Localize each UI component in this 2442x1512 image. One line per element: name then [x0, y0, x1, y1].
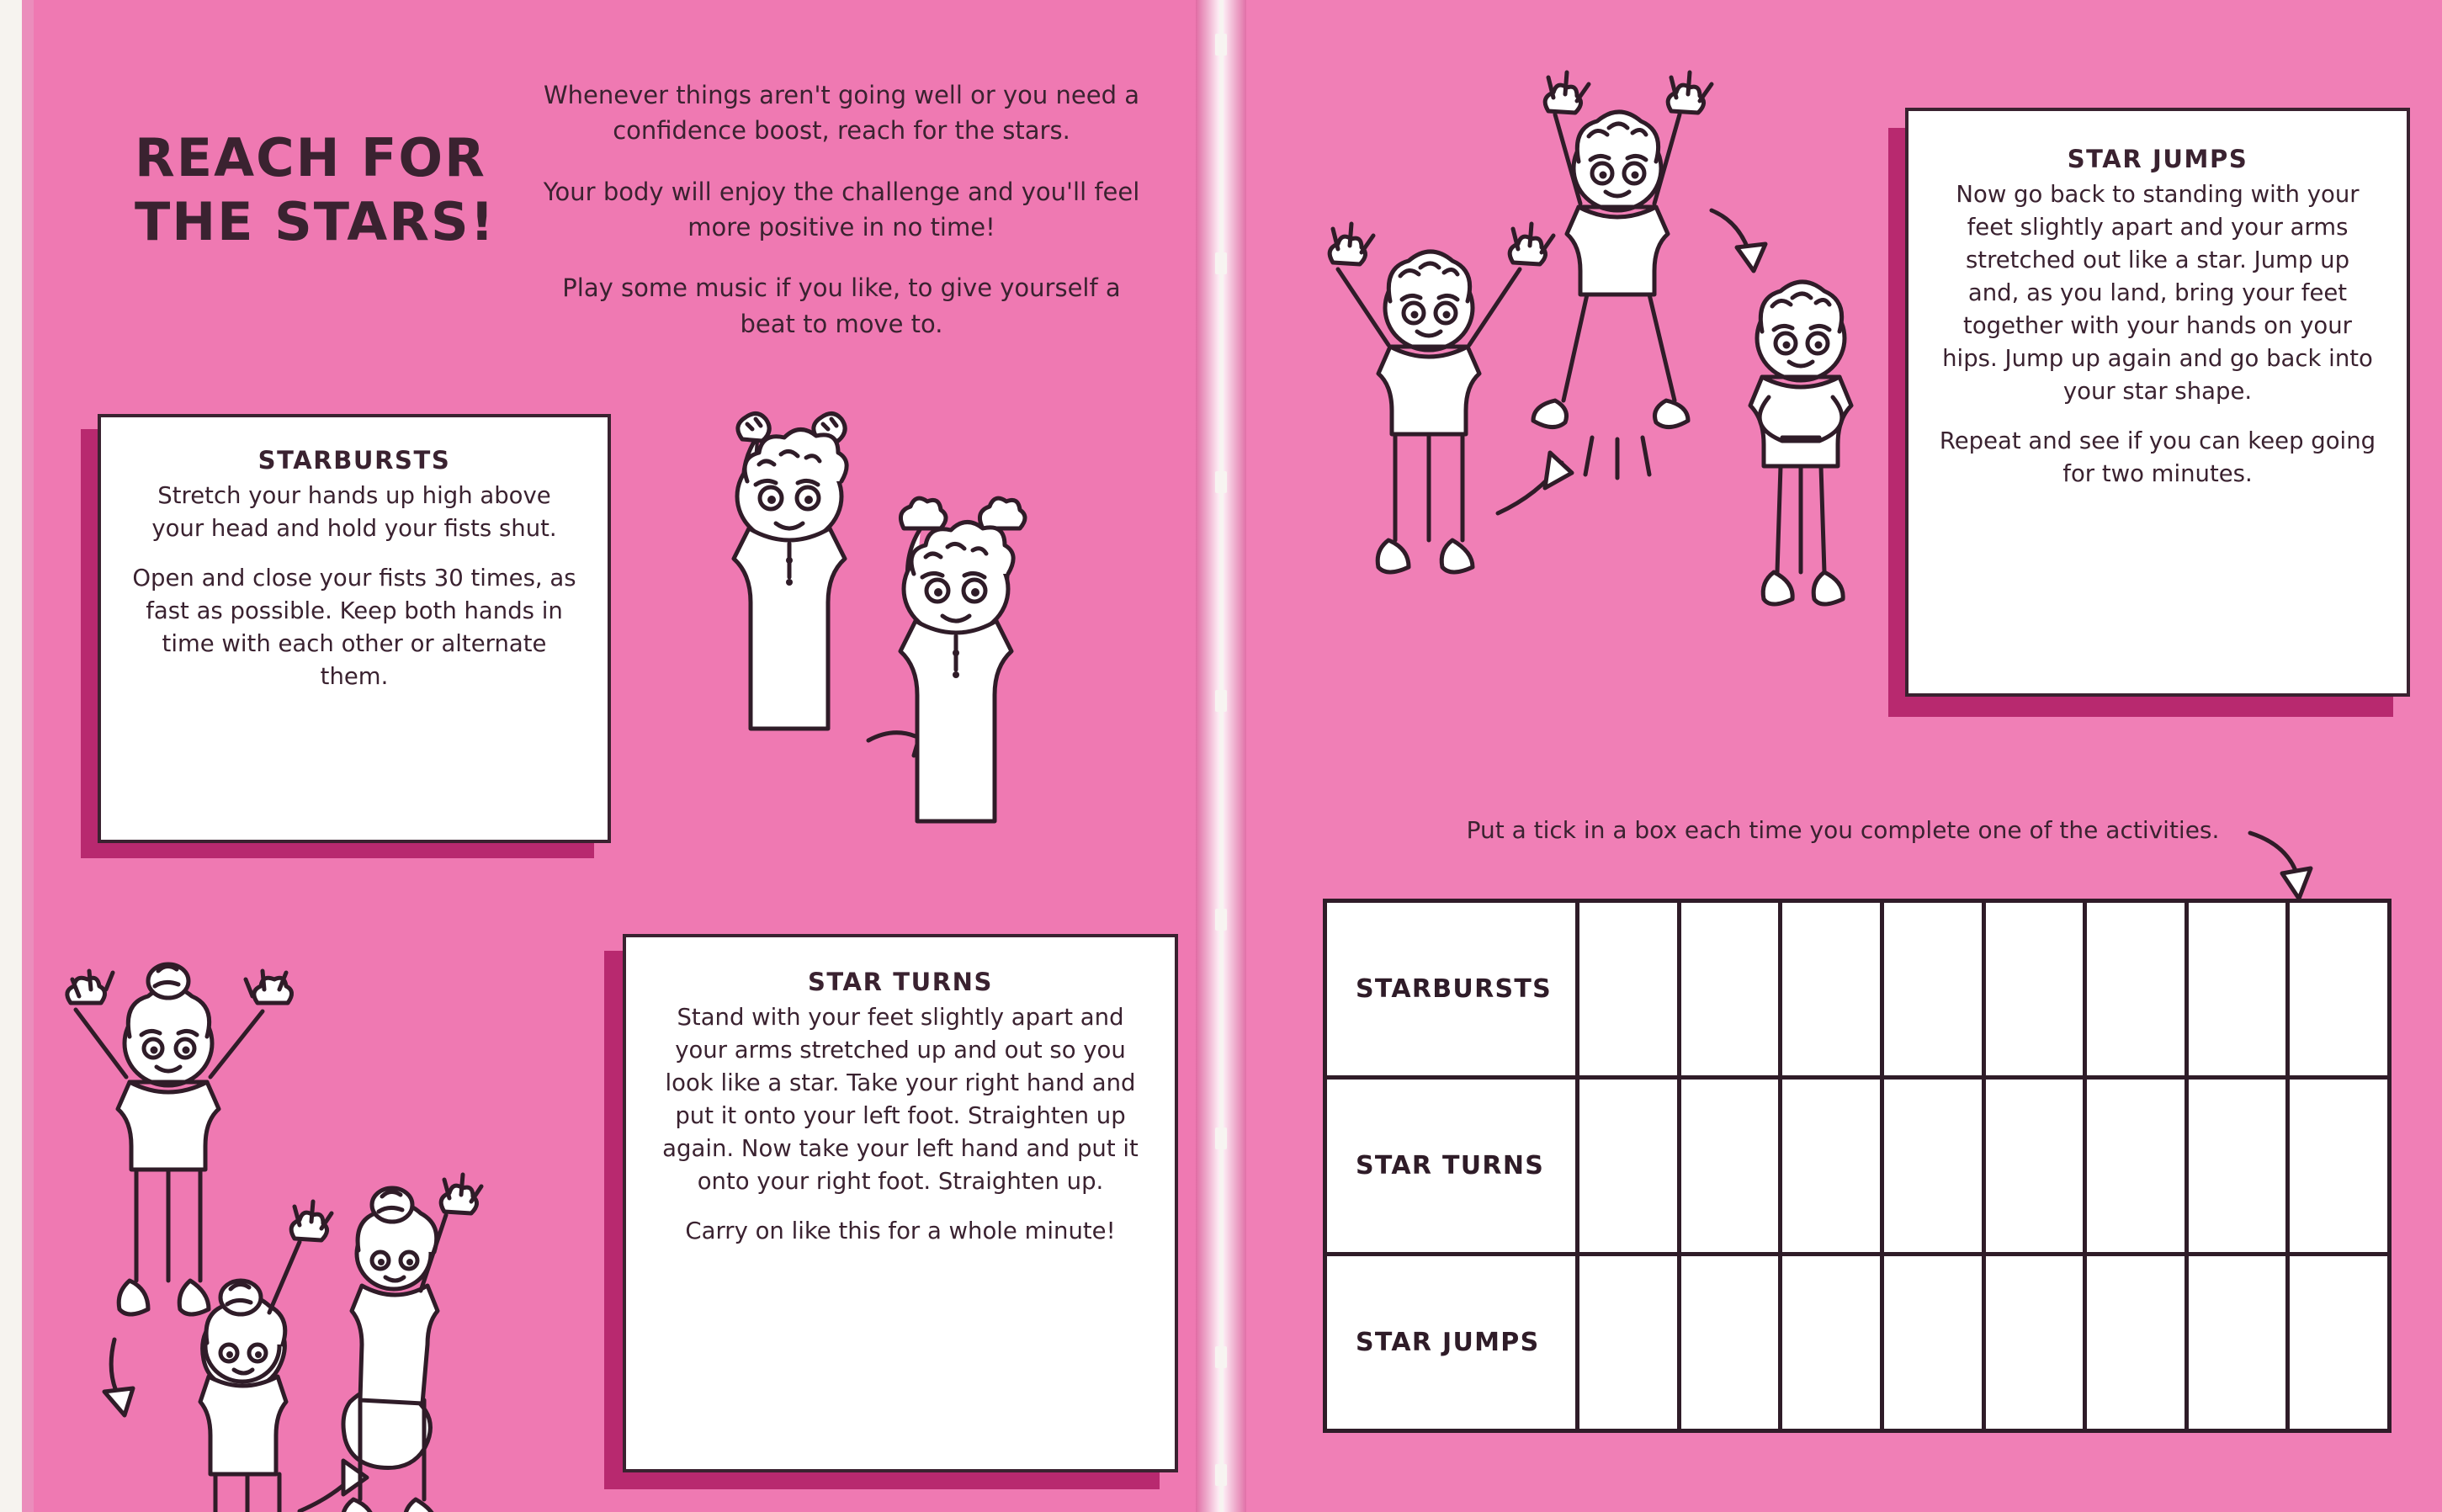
intro-paragraph-1: Whenever things aren't going well or you need a confidence boost, reach for the stars. — [544, 81, 1139, 146]
intro-text — [539, 77, 1144, 342]
tick-box[interactable] — [2189, 1080, 2291, 1252]
tick-box[interactable] — [1884, 1256, 1986, 1429]
star-jumps-illustration — [1287, 76, 1910, 766]
tick-box[interactable] — [1884, 903, 1986, 1075]
star-turns-card-heading: STAR TURNS — [807, 968, 994, 996]
binding-staple — [1215, 1464, 1227, 1486]
tick-box[interactable] — [1884, 1080, 1986, 1252]
tick-box[interactable] — [2087, 1256, 2189, 1429]
tick-box[interactable] — [2189, 903, 2291, 1075]
tick-box[interactable] — [2290, 903, 2387, 1075]
starbursts-card-paragraph-1: Stretch your hands up high above your head and hold your fists shut. — [151, 482, 557, 543]
binding-staple — [1215, 1127, 1227, 1149]
tick-box[interactable] — [1681, 1256, 1783, 1429]
tick-box[interactable] — [1782, 1256, 1884, 1429]
page-edge-shade — [22, 0, 34, 1512]
binding-staple — [1215, 1346, 1227, 1368]
tick-box[interactable] — [1986, 1080, 2088, 1252]
tick-box[interactable] — [2290, 1080, 2387, 1252]
tick-box[interactable] — [1579, 903, 1681, 1075]
star-jumps-card-paragraph-1: Now go back to standing with your feet slightly apart and your arms stretched out like a star. Jump up and, as you land, bring your feet together with your hands on your hips. Jump up again and go back into your star shape. — [1942, 181, 2373, 406]
table-row — [1327, 903, 2387, 1080]
tick-box[interactable] — [1986, 903, 2088, 1075]
intro-paragraph-2: Your body will enjoy the challenge and you'll feel more positive in no time! — [543, 177, 1140, 241]
starbursts-card — [98, 414, 611, 843]
star-turns-illustration — [42, 909, 631, 1498]
tick-box[interactable] — [2087, 903, 2189, 1075]
page-title — [135, 126, 522, 253]
star-turns-card-paragraph-2: Carry on like this for a whole minute! — [685, 1218, 1116, 1245]
star-jumps-card — [1905, 108, 2410, 697]
star-jumps-card-heading: STAR JUMPS — [2067, 145, 2248, 173]
tick-box[interactable] — [2087, 1080, 2189, 1252]
star-turns-card — [623, 934, 1178, 1472]
binding-staple — [1215, 909, 1227, 931]
tick-box[interactable] — [2290, 1256, 2387, 1429]
row-label-starbursts: STARBURSTS — [1327, 903, 1579, 1075]
tick-box[interactable] — [1782, 1080, 1884, 1252]
star-turns-card-paragraph-1: Stand with your feet slightly apart and your arms stretched up and out so you look like a star. Take your right hand and put it onto your left foot. Straighten up again. Now take your left hand and put it onto your right foot. Straighten up. — [662, 1004, 1139, 1196]
table-row — [1327, 1080, 2387, 1256]
book-gutter-line — [1219, 0, 1224, 1512]
page-title-line-1: REACH FOR — [135, 127, 486, 188]
starbursts-card-heading: STARBURSTS — [257, 446, 451, 475]
starbursts-card-paragraph-2: Open and close your fists 30 times, as fast as possible. Keep both hands in time with each other or alternate them. — [132, 565, 576, 691]
activity-tick-chart[interactable] — [1323, 899, 2392, 1433]
page-title-line-2: THE STARS! — [135, 190, 496, 252]
row-label-star-jumps: STAR JUMPS — [1327, 1256, 1579, 1429]
tick-box[interactable] — [1986, 1256, 2088, 1429]
star-jumps-card-paragraph-2: Repeat and see if you can keep going for two minutes. — [1939, 427, 2376, 488]
tick-box[interactable] — [2189, 1256, 2291, 1429]
row-label-star-turns: STAR TURNS — [1327, 1080, 1579, 1252]
binding-staple — [1215, 34, 1227, 56]
binding-staple — [1215, 690, 1227, 712]
tick-box[interactable] — [1681, 903, 1783, 1075]
tick-box[interactable] — [1782, 903, 1884, 1075]
table-row — [1327, 1256, 2387, 1429]
chart-caption: Put a tick in a box each time you complete one of the activities. — [1466, 816, 2220, 844]
intro-paragraph-3: Play some music if you like, to give yourself a beat to move to. — [562, 273, 1121, 338]
starbursts-illustration — [648, 387, 1186, 926]
binding-staple — [1215, 471, 1227, 493]
page-edge-left — [0, 0, 22, 1512]
tick-box[interactable] — [1681, 1080, 1783, 1252]
tick-box[interactable] — [1579, 1080, 1681, 1252]
tick-box[interactable] — [1579, 1256, 1681, 1429]
binding-staple — [1215, 252, 1227, 274]
